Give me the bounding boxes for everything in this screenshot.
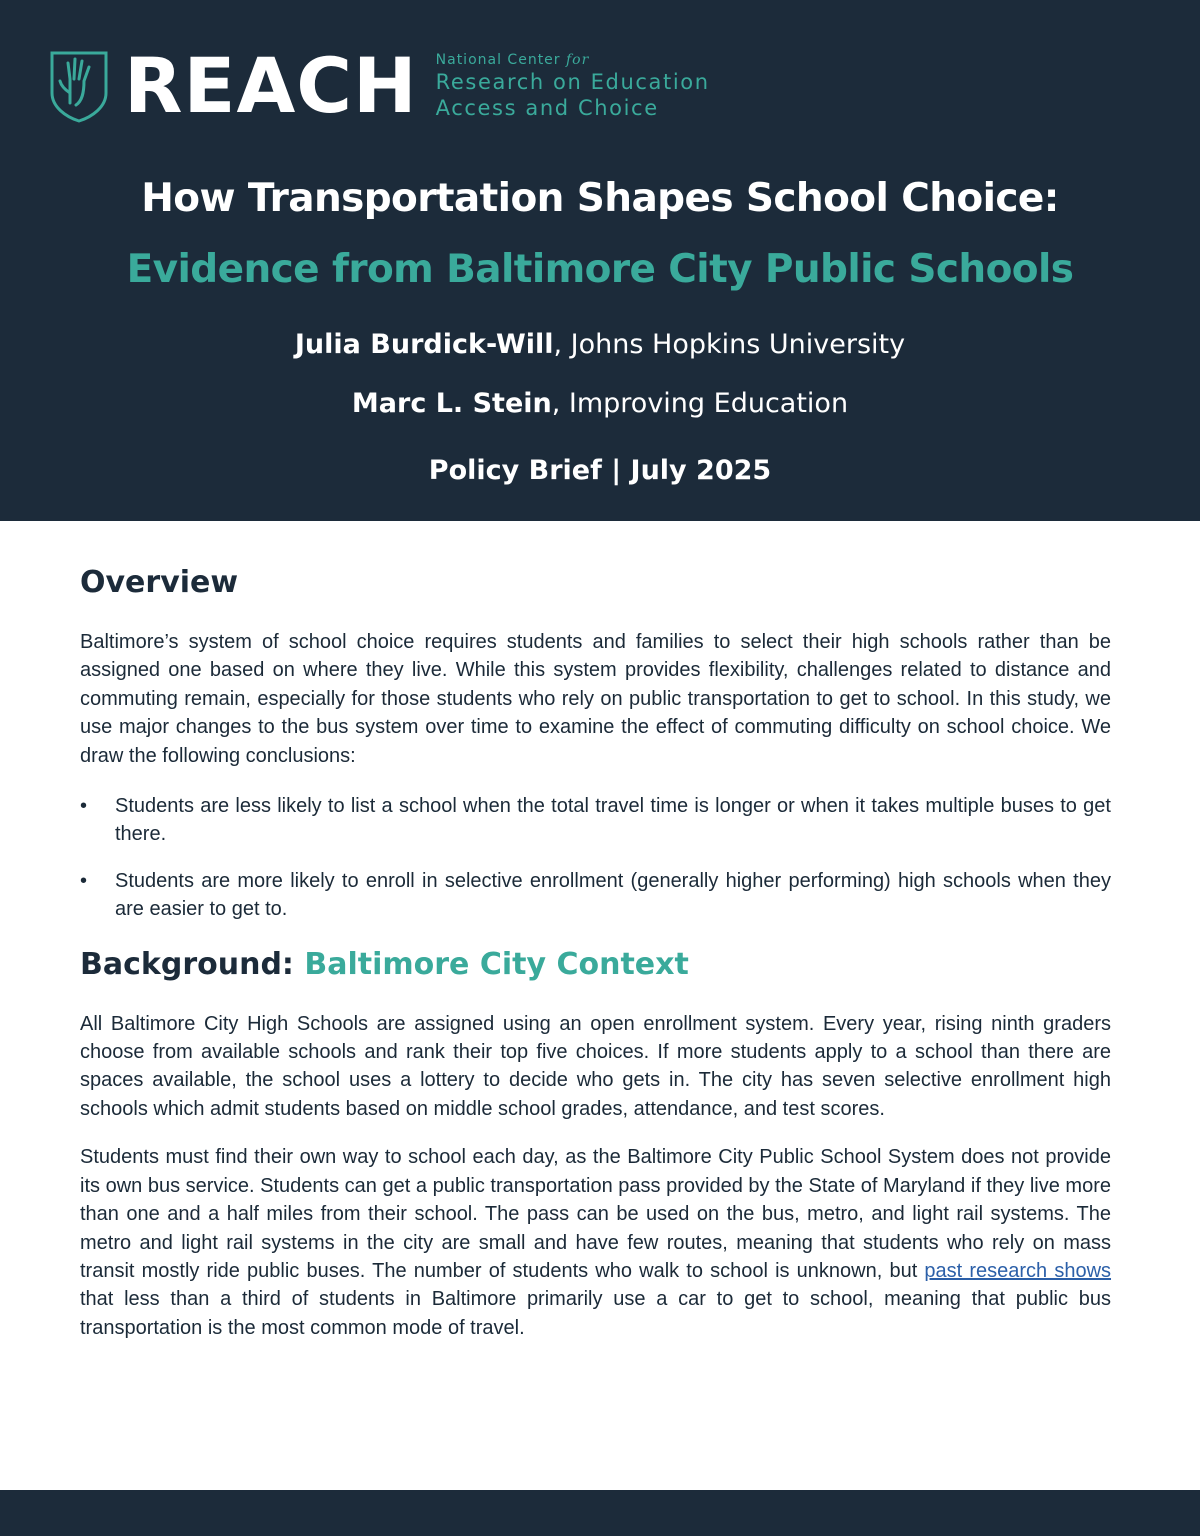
list-item: • Students are more likely to enroll in selective enrollment (generally higher performing) high schools when they are easier to get to. bbox=[80, 867, 1111, 924]
brand-tagline-line3: Access and Choice bbox=[435, 96, 659, 120]
title-line1: How Transportation Shapes School Choice: bbox=[141, 176, 1059, 221]
author-1 bbox=[0, 329, 1200, 360]
conclusions-list bbox=[80, 792, 1111, 924]
past-research-link[interactable]: past research shows bbox=[924, 1259, 1112, 1282]
title-line2: Evidence from Baltimore City Public Schools bbox=[126, 247, 1074, 292]
reach-logo bbox=[48, 41, 710, 130]
footer-bar bbox=[0, 1490, 1200, 1536]
background-paragraph-2 bbox=[80, 1143, 1111, 1342]
background-paragraph-2-text-end: that less than a third of students in Baltimore primarily use a car to get to school, meaning that public bus transportation is the most common mode of travel. bbox=[80, 1288, 1111, 1339]
brand-tagline-line2: Research on Education bbox=[435, 70, 710, 94]
overview-heading: Overview bbox=[80, 565, 239, 600]
overview-paragraph: Baltimore’s system of school choice requires students and families to select their high schools rather than be assigned one based on where they live. While this system provides flexibility, challenges related to distance and commuting remain, especially for those students who rely on public transportation to get to school. In this study, we use major changes to the bus system over time to examine the effect of commuting difficulty on school choice. We draw the following conclusions: bbox=[80, 631, 1111, 767]
author-2-name: Marc L. Stein bbox=[351, 388, 552, 419]
author-1-name: Julia Burdick-Will bbox=[294, 329, 554, 360]
background-heading-prefix: Background: bbox=[80, 946, 305, 982]
brand-tagline bbox=[436, 51, 710, 121]
brand-name: REACH bbox=[124, 41, 418, 130]
author-2 bbox=[0, 388, 1200, 419]
brief-date-line: Policy Brief | July 2025 bbox=[428, 455, 772, 486]
background-paragraph-2-text: Students must find their own way to school each day, as the Baltimore City Public School System does not provide its own bus service. Students can get a public transportation pass provided by the State of Maryland if they live more than one and a half miles from their school. The pass can be used on the bus, metro, and light rail systems. The metro and light rail systems in the city are small and have few routes, meaning that students who rely on mass transit mostly ride public buses. The number of students who walk to school is unknown, but bbox=[80, 1146, 1111, 1282]
author-1-affiliation: , Johns Hopkins University bbox=[553, 329, 906, 360]
header-banner bbox=[0, 0, 1200, 521]
background-heading bbox=[80, 942, 1111, 988]
background-paragraph-1: All Baltimore City High Schools are assigned using an open enrollment system. Every year, rising ninth graders choose from available schools and rank their top five choices. If more students apply to a school than there are spaces available, the school uses a lottery to decide who gets in. The city has seven selective enrollment high schools which admit students based on middle school grades, attendance, and test scores. bbox=[80, 1012, 1111, 1120]
brand-tagline-italic: for bbox=[566, 52, 590, 68]
main-content bbox=[80, 560, 1111, 1342]
background-heading-accent: Baltimore City Context bbox=[304, 946, 689, 982]
author-2-affiliation: , Improving Education bbox=[551, 388, 849, 419]
hand-shield-icon bbox=[48, 49, 110, 123]
list-item: • Students are less likely to list a school when the total travel time is longer or when it takes multiple buses to get there. bbox=[80, 792, 1111, 849]
brand-tagline-line1: National Center bbox=[435, 52, 566, 68]
